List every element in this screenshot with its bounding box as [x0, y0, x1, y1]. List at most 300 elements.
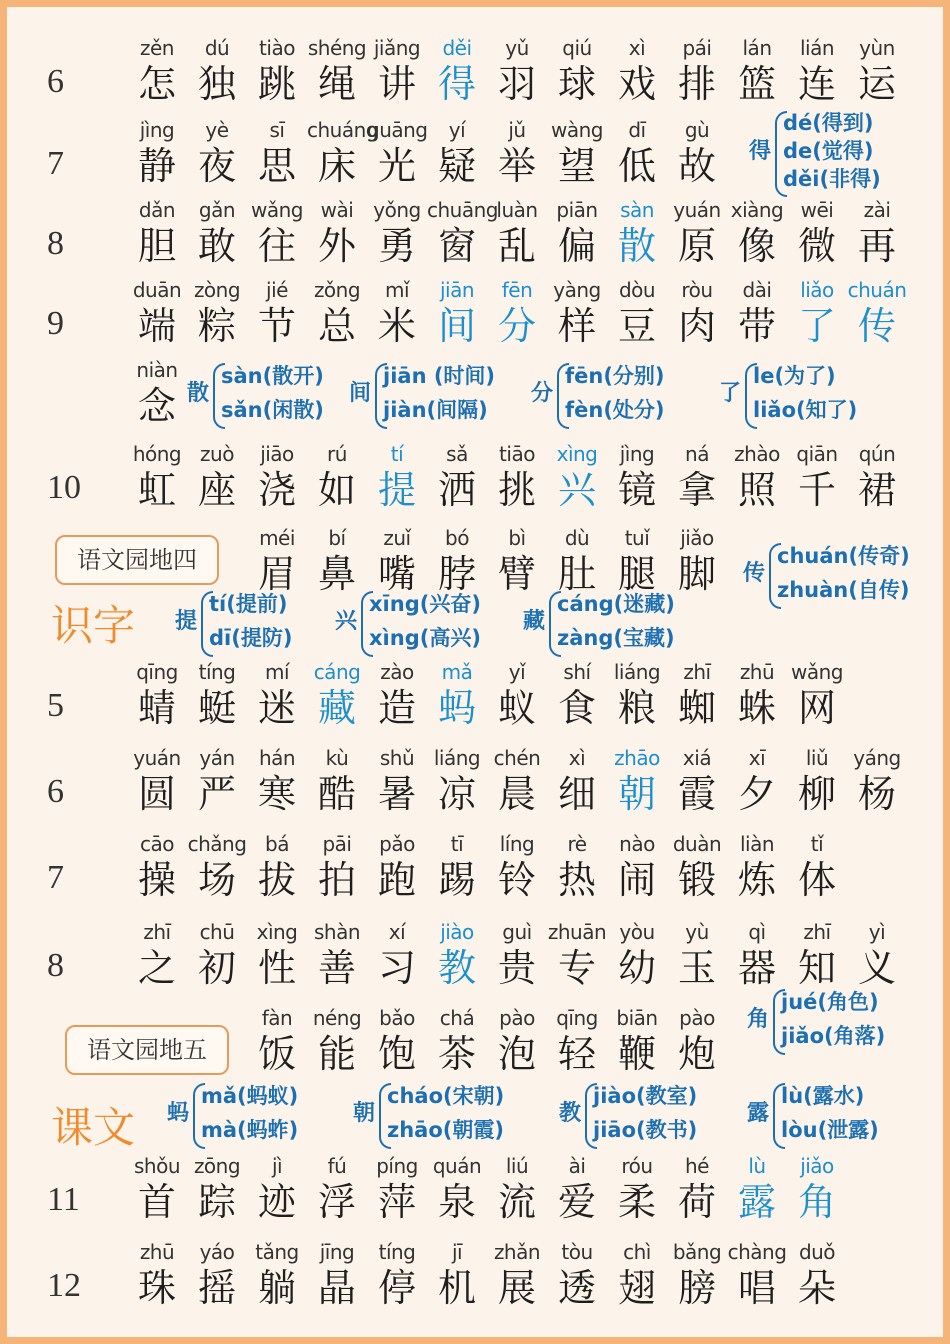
- pinyin: shǔ: [379, 746, 415, 770]
- char-cell: [427, 441, 487, 513]
- char-cell: [307, 441, 367, 513]
- char-cell: [367, 277, 427, 349]
- hanzi: 分: [497, 304, 536, 348]
- hanzi: 镜: [617, 468, 656, 512]
- polyphone-reading: sǎn(闲散): [221, 398, 324, 422]
- pinyin: yì: [868, 920, 886, 944]
- polyphone-reading: cháo(宋朝): [387, 1084, 505, 1108]
- pinyin: bǎo: [379, 1006, 415, 1030]
- hanzi: 蚂: [437, 686, 476, 730]
- pinyin: xìng: [556, 442, 598, 466]
- polyphone-reading: fèn(处分): [565, 398, 665, 422]
- polyphone-reading: xīng(兴奋): [369, 592, 481, 616]
- polyphone-reading: liǎo(知了): [753, 398, 858, 422]
- char-cell: [487, 1153, 547, 1225]
- polyphone-char: 间: [349, 381, 372, 406]
- pinyin: wài: [320, 198, 354, 222]
- pinyin: zhū: [139, 1240, 175, 1264]
- hanzi: 严: [197, 772, 236, 816]
- lesson-number: 8: [47, 947, 64, 984]
- char-cell: [727, 659, 787, 731]
- char-cell: [727, 831, 787, 903]
- hanzi: 敢: [197, 224, 236, 268]
- hanzi: 角: [797, 1180, 836, 1224]
- char-cell: [367, 441, 427, 513]
- pinyin: zuǐ: [383, 526, 411, 550]
- pinyin: mí: [264, 660, 290, 684]
- hanzi: 裙: [857, 468, 896, 512]
- pinyin: zěn: [140, 36, 174, 60]
- hanzi: 露: [737, 1180, 776, 1224]
- polyphone-reading: jiàn(间隔): [383, 398, 488, 422]
- hanzi: 膀: [677, 1266, 716, 1310]
- char-cell: [367, 525, 427, 597]
- char-cell: [247, 659, 307, 731]
- pinyin: yǐ: [508, 660, 526, 684]
- pinyin: xī: [748, 746, 766, 770]
- polyphone-reading: lù(露水): [781, 1084, 865, 1108]
- char-cell: [307, 35, 367, 107]
- hanzi: 了: [797, 304, 836, 348]
- hanzi: 羽: [497, 62, 536, 106]
- hanzi: 摇: [197, 1266, 236, 1310]
- pinyin: ná: [685, 442, 709, 466]
- pinyin: méi: [259, 526, 295, 550]
- hanzi: 勇: [377, 224, 416, 268]
- char-cell: [547, 277, 607, 349]
- char-cell: [307, 1239, 367, 1311]
- hanzi: 寒: [257, 772, 296, 816]
- pinyin: shàn: [313, 920, 361, 944]
- char-cell: [247, 277, 307, 349]
- polyphone-reading: tí(提前): [209, 592, 288, 616]
- char-cell: [667, 441, 727, 513]
- polyphone-reading: lòu(泄露): [781, 1118, 879, 1142]
- hanzi: 偏: [557, 224, 596, 268]
- pinyin: bì: [508, 526, 526, 550]
- pinyin: pào: [679, 1006, 715, 1030]
- char-cell: [247, 441, 307, 513]
- hanzi: 排: [677, 62, 716, 106]
- lesson-number: 5: [47, 687, 64, 724]
- pinyin: zài: [863, 198, 891, 222]
- pinyin: liú: [505, 1154, 529, 1178]
- hanzi: 窗: [437, 224, 476, 268]
- char-cell: [667, 1153, 727, 1225]
- polyphone-reading: fēn(分别): [565, 364, 665, 388]
- char-cell: [427, 745, 487, 817]
- hanzi: 饱: [377, 1032, 416, 1076]
- char-cell: [667, 525, 727, 597]
- char-cell: [547, 1005, 607, 1077]
- hanzi: 跳: [257, 62, 296, 106]
- polyphone-char: 得: [749, 139, 772, 164]
- pinyin: néng: [312, 1006, 362, 1030]
- char-cell: [307, 919, 367, 991]
- hanzi: 再: [857, 224, 896, 268]
- hanzi: 千: [797, 468, 836, 512]
- char-cell: [787, 197, 847, 269]
- pinyin: yùn: [859, 36, 895, 60]
- pinyin: cāo: [140, 832, 174, 856]
- char-cell: [187, 197, 247, 269]
- pinyin: lù: [748, 1154, 766, 1178]
- pinyin: zòng: [193, 278, 241, 302]
- char-cell: [487, 441, 547, 513]
- hanzi: 举: [497, 144, 536, 188]
- char-cell: [547, 919, 607, 991]
- pinyin: jī: [451, 1240, 463, 1264]
- pinyin: róu: [621, 1154, 653, 1178]
- char-cell: [667, 831, 727, 903]
- hanzi: 眉: [257, 552, 296, 596]
- pinyin: yè: [205, 118, 229, 142]
- pinyin: chì: [623, 1240, 651, 1264]
- hanzi: 专: [557, 946, 596, 990]
- char-cell: [187, 745, 247, 817]
- pinyin: tòu: [561, 1240, 593, 1264]
- hanzi: 肉: [677, 304, 716, 348]
- hanzi: 如: [317, 468, 356, 512]
- polyphone-reading: jiào(教室): [593, 1084, 698, 1108]
- pinyin: zhī: [143, 920, 171, 944]
- hanzi: 热: [557, 858, 596, 902]
- pinyin: yáo: [199, 1240, 235, 1264]
- char-cell: [787, 441, 847, 513]
- char-cell: [547, 1153, 607, 1225]
- char-cell: [367, 35, 427, 107]
- char-cell: [187, 659, 247, 731]
- char-cell: [367, 1239, 427, 1311]
- hanzi: 虹: [137, 468, 176, 512]
- hanzi: 操: [137, 858, 176, 902]
- polyphone-char: 散: [187, 381, 210, 406]
- hanzi: 知: [797, 946, 836, 990]
- pinyin: tíng: [198, 660, 236, 684]
- char-cell: [307, 1153, 367, 1225]
- pinyin: gù: [684, 118, 710, 142]
- hanzi: 蜻: [137, 686, 176, 730]
- char-cell: [127, 35, 187, 107]
- char-cell: [487, 745, 547, 817]
- hanzi: 脚: [677, 552, 716, 596]
- polyphone-reading: mà(蚂蚱): [201, 1118, 299, 1142]
- hanzi: 蜓: [197, 686, 236, 730]
- hanzi: 细: [557, 772, 596, 816]
- hanzi: 踪: [197, 1180, 236, 1224]
- char-cell: [367, 1005, 427, 1077]
- pinyin: xiàng: [730, 198, 784, 222]
- pinyin: dài: [742, 278, 772, 302]
- pinyin: gǎn: [198, 198, 236, 222]
- hanzi: 荷: [677, 1180, 716, 1224]
- polyphone-reading: děi(非得): [783, 167, 881, 191]
- hanzi: 流: [497, 1180, 536, 1224]
- hanzi: 翅: [617, 1266, 656, 1310]
- hanzi: 得: [437, 62, 476, 106]
- hanzi: 望: [557, 144, 596, 188]
- pinyin: yuán: [673, 198, 721, 222]
- char-cell: [787, 745, 847, 817]
- hanzi: 铃: [497, 858, 536, 902]
- hanzi: 踢: [437, 858, 476, 902]
- pinyin: liǔ: [805, 746, 829, 770]
- char-cell: [667, 745, 727, 817]
- pinyin: qiú: [562, 36, 592, 60]
- pinyin: dī: [628, 118, 646, 142]
- pinyin: zhī: [803, 920, 831, 944]
- hanzi: 朵: [797, 1266, 836, 1310]
- hanzi: 洒: [437, 468, 476, 512]
- char-cell: [847, 919, 907, 991]
- hanzi: 原: [677, 224, 716, 268]
- hanzi: 拿: [677, 468, 716, 512]
- hanzi: 闹: [617, 858, 656, 902]
- char-cell: [487, 1239, 547, 1311]
- char-cell: [847, 441, 907, 513]
- char-cell: [187, 441, 247, 513]
- hanzi: 思: [257, 144, 296, 188]
- char-cell: [247, 117, 307, 189]
- hanzi: 端: [137, 304, 176, 348]
- hanzi: 泉: [437, 1180, 476, 1224]
- hanzi: 连: [797, 62, 836, 106]
- hanzi: 微: [797, 224, 836, 268]
- hanzi: 茶: [437, 1032, 476, 1076]
- hanzi: 提: [377, 468, 416, 512]
- polyphone-reading: cáng(迷藏): [557, 592, 675, 616]
- hanzi: 爱: [557, 1180, 596, 1224]
- pinyin: zhǎn: [493, 1240, 541, 1264]
- pinyin: fàn: [261, 1006, 293, 1030]
- char-cell: [487, 35, 547, 107]
- hanzi: 兴: [557, 468, 596, 512]
- hanzi: 蜘: [677, 686, 716, 730]
- char-cell: [187, 1239, 247, 1311]
- hanzi: 造: [377, 686, 416, 730]
- pinyin: bǎng: [672, 1240, 722, 1264]
- char-cell: [727, 1153, 787, 1225]
- pinyin: zào: [380, 660, 414, 684]
- char-cell: [367, 1153, 427, 1225]
- hanzi: 鼻: [317, 552, 356, 596]
- hanzi: 传: [857, 304, 896, 348]
- pinyin: dù: [564, 526, 590, 550]
- hanzi: 之: [137, 946, 176, 990]
- pinyin: chū: [199, 920, 235, 944]
- pinyin: chàng: [727, 1240, 787, 1264]
- polyphone-reading: zàng(宝藏): [557, 626, 675, 650]
- hanzi: 圆: [137, 772, 176, 816]
- pinyin: liáng: [613, 660, 661, 684]
- pinyin: liǎo: [800, 278, 834, 302]
- char-cell: [427, 831, 487, 903]
- pinyin: jiǎo: [800, 1154, 834, 1178]
- polyphone-reading: jiǎo(角落): [781, 1024, 886, 1048]
- char-cell: [667, 277, 727, 349]
- char-cell: [607, 277, 667, 349]
- section-heading-lessons: 课文: [51, 1103, 136, 1152]
- pinyin: jìng: [619, 442, 655, 466]
- pinyin: cáng: [313, 660, 361, 684]
- char-cell: [607, 197, 667, 269]
- char-cell: [787, 831, 847, 903]
- pinyin: jiāo: [260, 442, 294, 466]
- char-cell: [787, 35, 847, 107]
- hanzi: 躺: [257, 1266, 296, 1310]
- section-heading-literacy: 识字: [51, 601, 136, 650]
- pinyin: hé: [685, 1154, 709, 1178]
- pinyin: duǒ: [798, 1240, 836, 1264]
- char-cell: [607, 117, 667, 189]
- char-cell: [427, 525, 487, 597]
- char-cell: [127, 1239, 187, 1311]
- polyphone-reading: sàn(散开): [221, 364, 324, 388]
- hanzi: 暑: [377, 772, 416, 816]
- pinyin: zhào: [734, 442, 780, 466]
- pinyin: fú: [327, 1154, 347, 1178]
- char-cell: [367, 919, 427, 991]
- hanzi: 肚: [557, 552, 596, 596]
- char-cell: [607, 1239, 667, 1311]
- hanzi: 念: [137, 384, 176, 428]
- pinyin: dòu: [618, 278, 656, 302]
- pinyin: rè: [567, 832, 587, 856]
- hanzi: 器: [737, 946, 776, 990]
- pinyin: zǒng: [313, 278, 361, 302]
- hanzi: 粮: [617, 686, 656, 730]
- char-cell: [547, 441, 607, 513]
- hanzi: 幼: [617, 946, 656, 990]
- pinyin: hán: [258, 746, 296, 770]
- char-cell: [667, 35, 727, 107]
- hanzi: 疑: [437, 144, 476, 188]
- pinyin: zhāo: [614, 746, 660, 770]
- polyphone-reading: de(觉得): [783, 139, 874, 163]
- pinyin: niàn: [136, 358, 178, 382]
- char-cell: [787, 919, 847, 991]
- hanzi: 绳: [317, 62, 356, 106]
- polyphone-reading: dé(得到): [783, 111, 874, 135]
- hanzi: 臂: [497, 552, 536, 596]
- pinyin: sī: [269, 118, 285, 142]
- char-cell: [607, 659, 667, 731]
- hanzi: 贵: [497, 946, 536, 990]
- hanzi: 迹: [257, 1180, 296, 1224]
- pinyin: jiǎng: [373, 36, 421, 60]
- char-cell: [787, 659, 847, 731]
- char-cell: [607, 745, 667, 817]
- pinyin: duàn: [672, 832, 722, 856]
- pinyin: yán: [199, 746, 235, 770]
- char-cell: [367, 831, 427, 903]
- pinyin: bí: [328, 526, 346, 550]
- hanzi: 蚁: [497, 686, 536, 730]
- lesson-number: 6: [47, 63, 64, 100]
- char-cell: [427, 1005, 487, 1077]
- hanzi: 间: [437, 304, 476, 348]
- hanzi: 拔: [257, 858, 296, 902]
- pinyin: bó: [445, 526, 469, 550]
- char-cell: [427, 919, 487, 991]
- hanzi: 初: [197, 946, 236, 990]
- pinyin: yǔ: [505, 36, 529, 60]
- polyphone-reading: jiān (时间): [383, 364, 496, 388]
- char-cell: [847, 745, 907, 817]
- hanzi: 凉: [437, 772, 476, 816]
- char-cell: [607, 1005, 667, 1077]
- hanzi: 外: [317, 224, 356, 268]
- hanzi: 停: [377, 1266, 416, 1310]
- polyphone-char: 了: [719, 381, 742, 406]
- polyphone-reading: dī(提防): [209, 626, 293, 650]
- char-cell: [187, 831, 247, 903]
- hanzi: 照: [737, 468, 776, 512]
- pinyin: ài: [568, 1154, 586, 1178]
- char-cell: [187, 35, 247, 107]
- char-cell: [127, 1153, 187, 1225]
- pinyin: xí: [388, 920, 406, 944]
- polyphone-char: 露: [747, 1101, 770, 1126]
- char-cell: [247, 1153, 307, 1225]
- hanzi: 泡: [497, 1032, 536, 1076]
- char-cell: [667, 197, 727, 269]
- pinyin: qīng: [556, 1006, 598, 1030]
- char-cell: [187, 117, 247, 189]
- polyphone-char: 兴: [335, 609, 358, 634]
- char-cell: [307, 745, 367, 817]
- pinyin: wēi: [800, 198, 834, 222]
- lesson-number: 11: [47, 1181, 80, 1218]
- pinyin: qì: [748, 920, 766, 944]
- pinyin: yǒng: [373, 198, 421, 222]
- hanzi: 锻: [677, 858, 716, 902]
- polyphone-char: 分: [531, 381, 554, 406]
- hanzi: 霞: [677, 772, 716, 816]
- pinyin: chǎng: [187, 832, 247, 856]
- hanzi: 脖: [437, 552, 476, 596]
- char-cell: [487, 117, 547, 189]
- pinyin: pāi: [322, 832, 352, 856]
- char-cell: [307, 659, 367, 731]
- char-cell: [127, 919, 187, 991]
- pinyin: biān: [616, 1006, 658, 1030]
- pinyin: xìng: [256, 920, 298, 944]
- char-cell: [487, 659, 547, 731]
- hanzi: 样: [557, 304, 596, 348]
- hanzi: 藏: [317, 686, 356, 730]
- hanzi: 晶: [317, 1266, 356, 1310]
- pinyin: liàn: [739, 832, 775, 856]
- pinyin: hóng: [132, 442, 182, 466]
- polyphone-reading: jiāo(教书): [593, 1118, 698, 1142]
- hanzi: 散: [617, 224, 656, 268]
- hanzi: 食: [557, 686, 596, 730]
- char-cell: [247, 831, 307, 903]
- char-cell: [427, 1239, 487, 1311]
- char-cell: [667, 919, 727, 991]
- hanzi: 能: [317, 1032, 356, 1076]
- char-cell: [367, 117, 427, 189]
- polyphone-reading: xìng(高兴): [369, 626, 481, 650]
- pinyin: pǎo: [379, 832, 415, 856]
- char-cell: [787, 1239, 847, 1311]
- pinyin: dǎn: [138, 198, 176, 222]
- char-cell: [127, 117, 187, 189]
- polyphone-reading: zhuàn(自传): [777, 578, 910, 602]
- pinyin: tí: [390, 442, 404, 466]
- char-cell: [187, 1153, 247, 1225]
